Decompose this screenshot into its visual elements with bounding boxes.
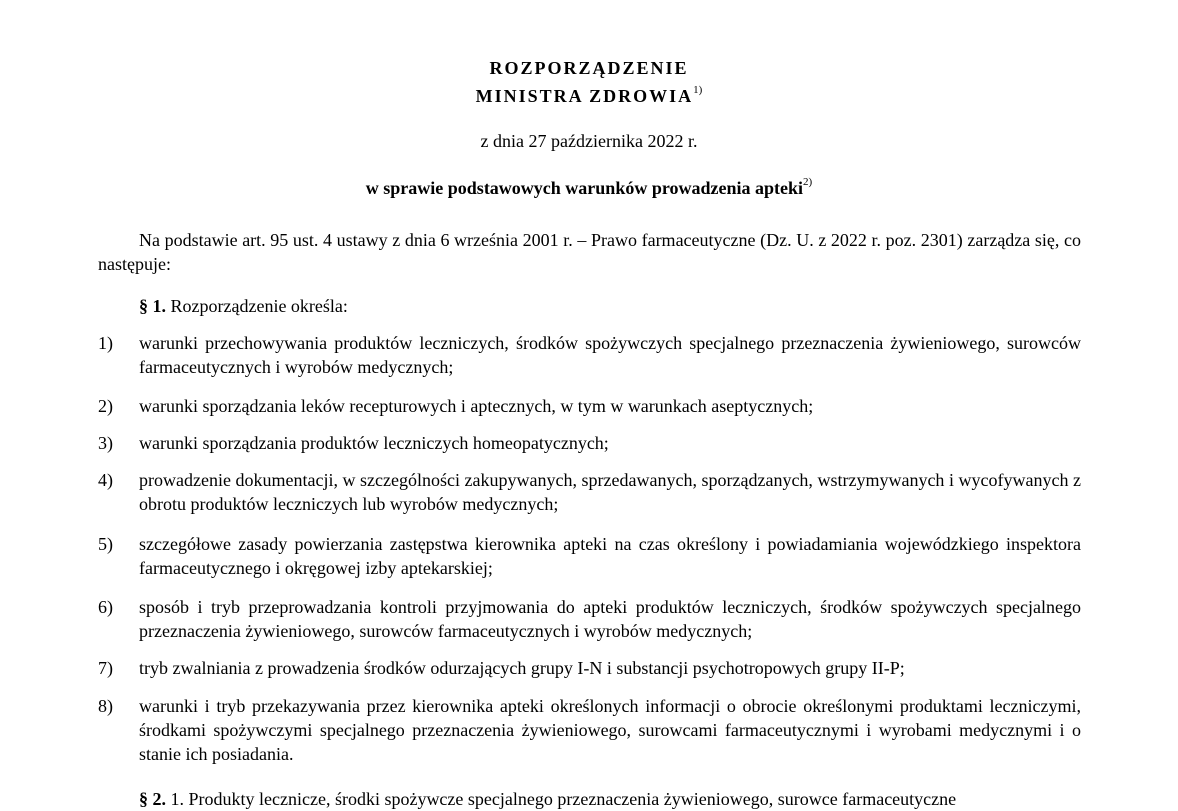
list-item-number: 7) xyxy=(98,658,113,678)
list-item-number: 5) xyxy=(98,534,113,554)
list-item-text: warunki sporządzania produktów leczniczych homeopatycznych; xyxy=(139,433,609,453)
act-subject xyxy=(0,175,1178,201)
list-item-number: 6) xyxy=(98,597,113,617)
list-item-text: warunki sporządzania leków recepturowych i aptecznych, w tym w warunkach aseptycznych; xyxy=(139,396,814,416)
list-item-text: prowadzenie dokumentacji, w szczególności zakupywanych, sprzedawanych, sporządzanych, wstrzymywanych i wycofywanych z obrotu produktów leczniczych lub wyrobów medycznych; xyxy=(139,470,1081,514)
list-item-number: 3) xyxy=(98,433,113,453)
section-1-heading xyxy=(139,294,1081,318)
section-1-label: § 1. xyxy=(139,296,166,316)
section-1-text: Rozporządzenie określa: xyxy=(166,296,348,316)
list-item-number: 1) xyxy=(98,333,113,353)
issuer-name: MINISTRA ZDROWIA xyxy=(475,86,694,106)
subject-text: w sprawie podstawowych warunków prowadzenia apteki xyxy=(365,178,804,198)
list-item-number: 4) xyxy=(98,470,113,490)
list-item-text: sposób i tryb przeprowadzania kontroli przyjmowania do apteki produktów leczniczych, środków spożywczych specjalnego przeznaczenia żywieniowego, surowców farmaceutycznych i wyrobów medycznych; xyxy=(139,597,1081,641)
list-item-text: szczegółowe zasady powierzania zastępstwa kierownika apteki na czas określony i powiadamiania wojewódzkiego inspektora farmaceutycznego i okręgowej izby aptekarskiej; xyxy=(139,534,1081,578)
act-date: z dnia 27 października 2022 r. xyxy=(480,131,698,151)
list-item-text: tryb zwalniania z prowadzenia środków odurzających grupy I-N i substancji psychotropowych grupy II-P; xyxy=(139,658,905,678)
footnote-ref-2[interactable]: 2) xyxy=(803,176,813,188)
list-item-number: 8) xyxy=(98,696,113,716)
list-item-number: 2) xyxy=(98,396,113,416)
section-2-paragraph xyxy=(139,787,1081,811)
legal-basis-paragraph: Na podstawie art. 95 ust. 4 ustawy z dnia 6 września 2001 r. – Prawo farmaceutyczne (Dz. U. z 2022 r. poz. 2301) zarządza się, co następuje: xyxy=(98,230,1081,274)
act-type-title: ROZPORZĄDZENIE xyxy=(489,58,689,78)
section-2-label: § 2. xyxy=(139,789,166,809)
list-item-text: warunki przechowywania produktów leczniczych, środków spożywczych specjalnego przeznaczenia żywieniowego, surowców farmaceutycznych i wyrobów medycznych; xyxy=(139,333,1081,377)
list-item-text: warunki i tryb przekazywania przez kierownika apteki określonych informacji o obrocie określonymi produktami leczniczymi, środkami spożywczymi specjalnego przeznaczenia żywieniowego, surowcami farmaceutycznymi i wyrobami medycznymi i o stanie ich posiadania. xyxy=(139,696,1081,764)
footnote-ref-1[interactable]: 1) xyxy=(693,84,703,96)
section-2-text: 1. Produkty lecznicze, środki spożywcze specjalnego przeznaczenia żywieniowego, surowce farmaceutyczne xyxy=(166,789,957,809)
issuer-title xyxy=(0,83,1178,109)
